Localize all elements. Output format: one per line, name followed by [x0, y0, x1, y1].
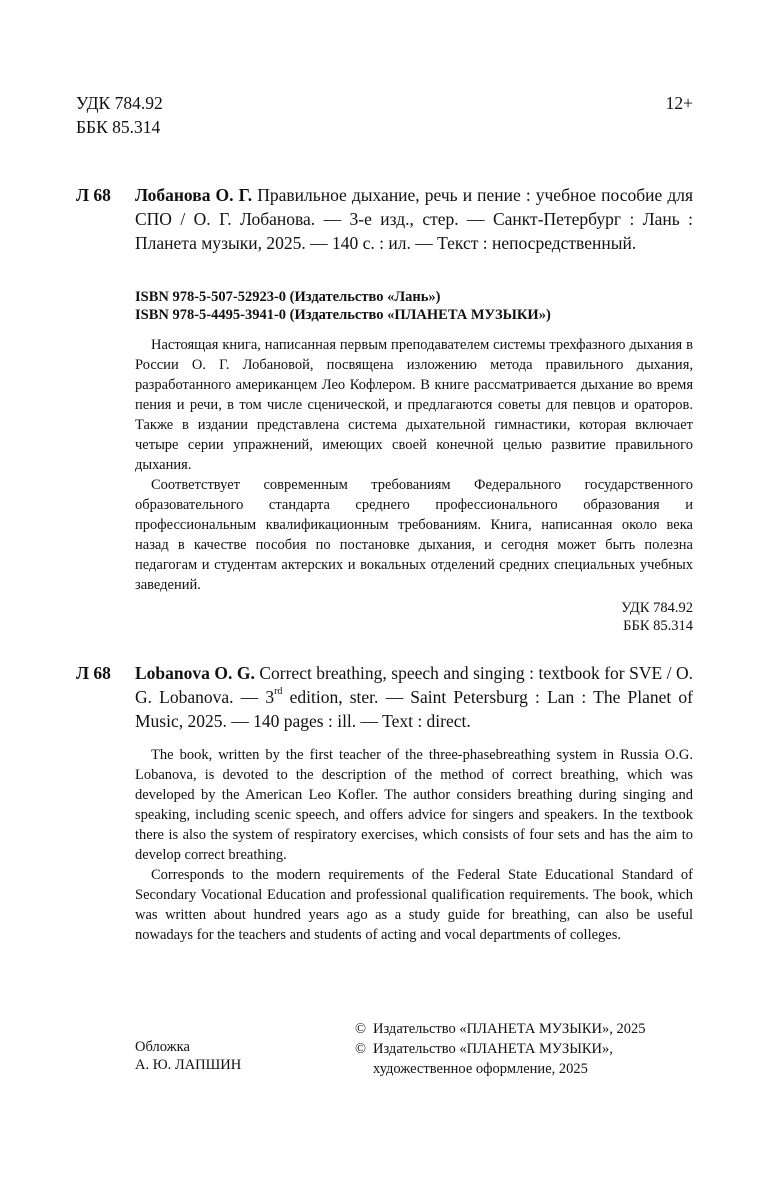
ru-isbn-2: ISBN 978-5-4495-3941-0 (Издательство «ПЛАНЕТА МУЗЫКИ»): [135, 307, 551, 323]
ru-author: Лобанова О. Г.: [135, 185, 253, 205]
ru-abstract: [135, 335, 693, 595]
copyright-1-text: Издательство «ПЛАНЕТА МУЗЫКИ», 2025: [373, 1021, 646, 1037]
copyright-symbol-1: ©: [355, 1021, 367, 1037]
header-bbk: ББК 85.314: [76, 117, 161, 137]
ru-citation: [135, 183, 693, 255]
ru-citation-text: Правильное дыхание, речь и пение : учебное пособие для СПО / О. Г. Лобанова. — 3-е изд., стер. — Санкт-Петербург : Лань : Планета музыки, 2025. — 140 с. : ил. — Текст : непосредственный.: [135, 185, 694, 253]
en-abstract-p2: Corresponds to the modern requirements of the Federal State Educational Standard of Secondary Vocational Education and professional qualification requirements. The book, which was written about hundred years ago as a study guide for breathing, can also be useful nowadays for the teachers and students of acting and vocal departments of colleges.: [135, 867, 693, 943]
ru-udk: УДК 784.92: [621, 600, 693, 616]
en-abstract-p1: The book, written by the first teacher of the three-phasebreathing system in Russia O.G. Lobanova, is devoted to the description of the method of correct breathing, which was developed by the American Leo Kofler. The author considers breathing during singing and speaking, including scenic speech, and offers advice for singers and speakers. In the textbook there is also the system of respiratory exercises, which consists of four sets and has the aim to develop correct breathing.: [135, 747, 693, 863]
header-udk: УДК 784.92: [76, 93, 163, 113]
copyright-2-text: [373, 1039, 613, 1079]
copyright-symbol-2: ©: [355, 1041, 367, 1057]
ru-abstract-p2: Соответствует современным требованиям Федерального государственного образовательного стандарта среднего профессионального образования и профессиональным квалификационным требованиям. Книга, написанная около века назад в качестве пособия по постановке дыхания, и сегодня может быть полезна педагогам и студентам актерских и вокальных отделений средних специальных учебных заведений.: [135, 477, 693, 593]
age-rating: 12+: [665, 93, 693, 113]
ru-isbn-1: ISBN 978-5-507-52923-0 (Издательство «Лань»): [135, 289, 441, 305]
ru-index: Л 68: [76, 185, 111, 205]
cover-label: Обложка: [135, 1039, 190, 1055]
en-author: Lobanova O. G.: [135, 663, 255, 683]
copyright-1: [355, 1019, 695, 1039]
en-citation-sup: rd: [274, 686, 283, 698]
en-index: Л 68: [76, 663, 111, 683]
copyright-2: [355, 1039, 695, 1079]
copyright-block: [355, 1019, 695, 1079]
copyright-2-line2: художественное оформление, 2025: [373, 1061, 588, 1077]
ru-abstract-p1: Настоящая книга, написанная первым преподавателем системы трехфазного дыхания в России О. Г. Лобановой, посвящена изложению метода правильного дыхания, разработанного американцем Лео Кофлером. В книге рассматривается дыхание во время пения и речи, в том числе сценической, и предлагаются советы для певцов и ораторов. Также в издании представлена система дыхательной гимнастики, которая включает четыре серии упражнений, имеющих своей конечной целью развитие правильного дыхания.: [135, 337, 693, 473]
cover-artist: А. Ю. ЛАПШИН: [135, 1057, 242, 1073]
en-citation-text-b: edition, ster. — Saint Petersburg : Lan : The Planet of Music, 2025. — 140 pages : ill. — Text : direct.: [135, 687, 693, 731]
ru-bbk: ББК 85.314: [623, 618, 693, 634]
en-citation-text-a: Correct breathing, speech and singing : textbook for SVE / O. G. Lobanova. — 3: [135, 663, 694, 707]
copyright-2-line1: Издательство «ПЛАНЕТА МУЗЫКИ»,: [373, 1041, 613, 1057]
en-citation: [135, 661, 693, 733]
en-abstract: [135, 745, 693, 945]
